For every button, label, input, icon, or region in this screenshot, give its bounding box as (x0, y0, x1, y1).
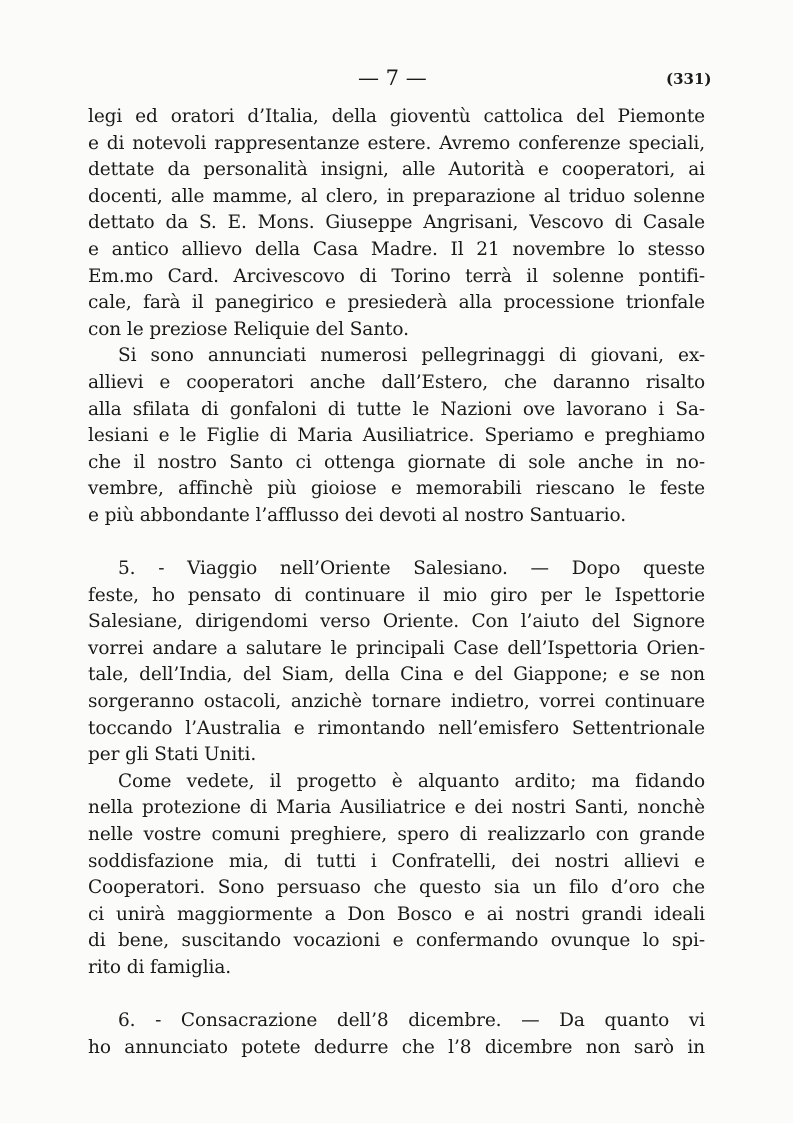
text-line: e di notevoli rappresentanze estere. Avremo conferenze speciali, (88, 132, 705, 154)
text-line: docenti, alle mamme, al clero, in preparazione al triduo solenne (88, 185, 705, 207)
text-line: legi ed oratori d’Italia, della gioventù cattolica del Piemonte (88, 106, 705, 127)
text-line: allievi e cooperatori anche dall’Estero, che daranno risalto (88, 371, 705, 393)
text-line: Cooperatori. Sono persuaso che questo sia un filo d’oro che (88, 877, 705, 899)
page-header (0, 66, 793, 96)
text-line: di bene, suscitando vocazioni e confermando ovunque lo spi- (88, 930, 705, 952)
text-line: dettate da personalità insigni, alle Autorità e cooperatori, ai (88, 159, 705, 181)
page-number: — 7 — (358, 66, 427, 90)
section-heading-line: 5. - Viaggio nell’Oriente Salesiano. — Dopo queste (118, 558, 705, 580)
text-line: per gli Stati Uniti. (88, 744, 257, 766)
body-text (88, 104, 705, 1061)
text-line: che il nostro Santo ci ottenga giornate di sole anche in no- (88, 451, 705, 473)
page-reference: (331) (666, 70, 712, 88)
text-line: alla sfilata di gonfaloni di tutte le Nazioni ove lavorano i Sa- (88, 398, 705, 420)
text-line: con le preziose Reliquie del Santo. (88, 318, 409, 340)
text-line: Salesiane, dirigendomi verso Oriente. Con l’aiuto del Signore (88, 611, 705, 633)
text-line: soddisfazione mia, di tutti i Confratelli, dei nostri allievi e (88, 850, 705, 872)
text-line: Come vedete, il progetto è alquanto ardito; ma fidando (118, 770, 705, 792)
paragraph-gap (88, 530, 705, 557)
text-line: dettato da S. E. Mons. Giuseppe Angrisani, Vescovo di Casale (88, 212, 705, 234)
paragraph-gap (88, 982, 705, 1009)
text-line: e antico allievo della Casa Madre. Il 21 novembre lo stesso (88, 238, 705, 260)
text-line: Si sono annunciati numerosi pellegrinaggi di giovani, ex- (118, 345, 705, 367)
text-line: ho annunciato potete dedurre che l’8 dicembre non sarò in (88, 1036, 705, 1058)
text-line: nelle vostre comuni preghiere, spero di realizzarlo con grande (88, 824, 705, 846)
text-line: rito di famiglia. (88, 957, 232, 978)
text-line: Em.mo Card. Arcivescovo di Torino terrà il solenne pontifi- (88, 265, 705, 287)
text-line: feste, ho pensato di continuare il mio giro per le Ispettorie (88, 584, 705, 606)
text-line: vembre, affinchè più gioiose e memorabili riescano le feste (88, 478, 705, 500)
text-line: cale, farà il panegirico e presiederà alla processione trionfale (88, 292, 705, 314)
section-heading-line: 6. - Consacrazione dell’8 dicembre. — Da quanto vi (118, 1010, 705, 1032)
text-line: nella protezione di Maria Ausiliatrice e dei nostri Santi, nonchè (88, 797, 705, 819)
text-line: tale, dell’India, del Siam, della Cina e del Giappone; e se non (88, 664, 705, 686)
text-line: sorgeranno ostacoli, anzichè tornare indietro, vorrei continuare (88, 691, 705, 713)
text-line: e più abbondante l’afflusso dei devoti al nostro Santuario. (88, 504, 626, 526)
text-line: lesiani e le Figlie di Maria Ausiliatrice. Speriamo e preghiamo (88, 425, 705, 447)
text-line: toccando l’Australia e rimontando nell’emisfero Settentrionale (88, 717, 705, 739)
text-line: ci unirà maggiormente a Don Bosco e ai nostri grandi ideali (88, 903, 705, 925)
text-line: vorrei andare a salutare le principali Case dell’Ispettoria Orien- (88, 637, 705, 659)
